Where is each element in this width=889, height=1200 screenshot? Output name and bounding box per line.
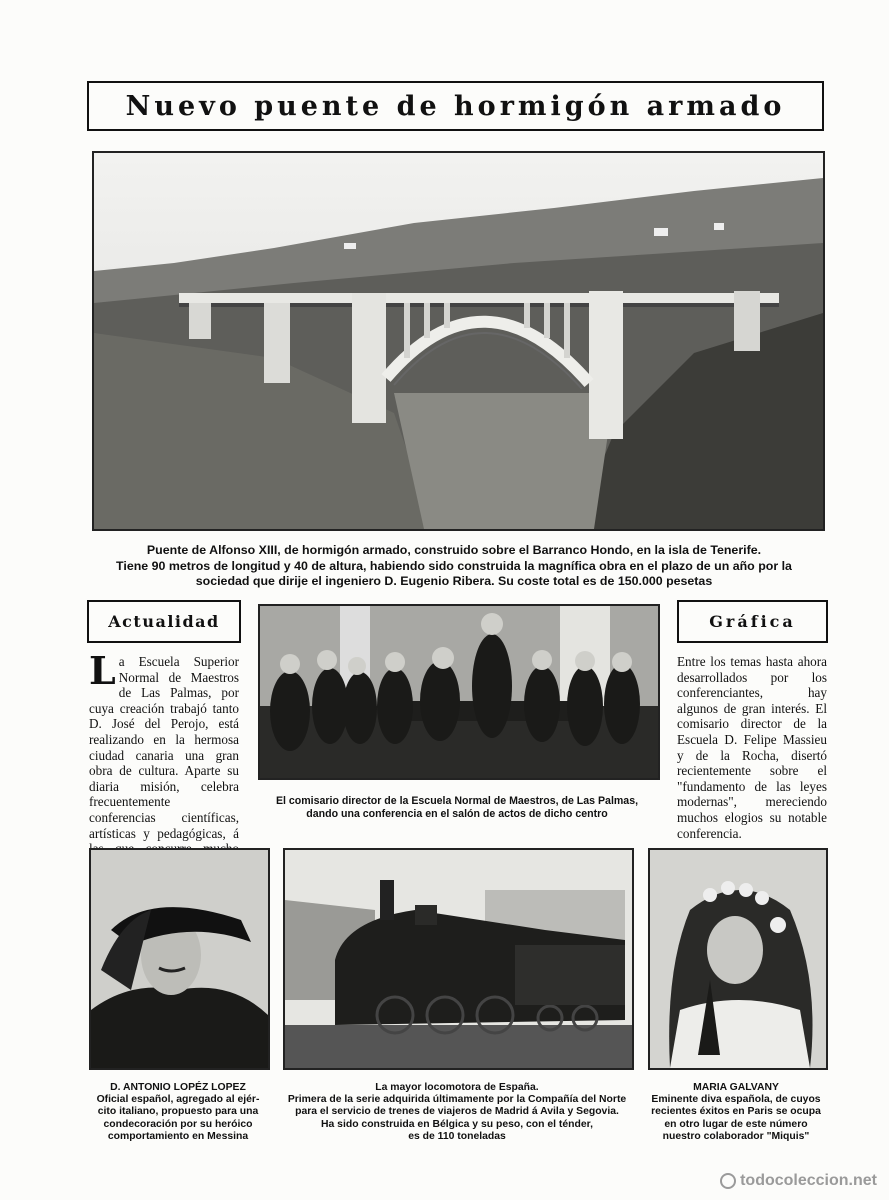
singer-caption-line-1: MARIA GALVANY [693,1082,779,1093]
locomotive-caption-line-2: Primera de la serie adquirida últimamente por la Compañía del Norte [287,1094,627,1106]
officer-caption-line-4: condecoración por su heróico [103,1118,253,1130]
left-column-text [89,648,239,872]
watermark-text: todocoleccion.net [740,1172,877,1189]
singer-caption-line-2: Eminente diva española, de cuyos [651,1094,821,1106]
officer-caption-line-1: D. ANTONIO LOPÉZ LOPEZ [110,1082,246,1093]
singer-caption [640,1082,832,1143]
locomotive-caption [272,1082,642,1143]
meeting-caption [250,795,664,820]
page-title-box [87,81,824,131]
bridge-caption-line-2: Tiene 90 metros de longitud y 40 de altura, habiendo sido construida la magnífica obra en el plazo de un año por la [116,558,792,573]
locomotive-caption-line-5: es de 110 toneladas [408,1130,506,1142]
section-heading-left [87,600,241,643]
meeting-caption-line-2: dando una conferencia en el salón de actos de dicho centro [306,807,608,820]
watermark-logo-icon [720,1173,736,1189]
singer-caption-line-3: recientes éxitos en Paris se ocupa [651,1106,821,1118]
officer-caption-line-3: cito italiano, propuesto para una [97,1106,259,1118]
watermark [720,1172,877,1190]
heading-grafica: Gráfica [709,612,796,631]
bridge-caption [80,543,828,590]
meeting-photo [258,604,660,780]
dropcap: L [89,648,116,693]
locomotive-caption-line-1: La mayor locomotora de España. [375,1082,539,1093]
section-heading-right [677,600,828,643]
officer-caption-line-5: comportamiento en Messina [107,1130,249,1142]
right-column-text [677,654,827,841]
bridge-photo [92,151,825,531]
page-title: Nuevo puente de hormigón armado [125,90,786,122]
locomotive-photo [283,848,634,1070]
left-column-body: a Escuela Superior Normal de Maestros de Las Palmas, por cuya creación trabajó tanto D. José del Perojo, está realizando en la hermosa ciudad canaria una gran obra de cultura. Aparte su diaria misión, celebra frecuentemente conferencias científicas, artísticas y pedagógicas, á [89,654,239,841]
officer-portrait [89,848,270,1070]
bridge-caption-line-3: sociedad que dirije el ingeniero D. Eugenio Ribera. Su coste total es de 150.000 pesetas [195,574,713,588]
singer-caption-line-4: en otro lugar de este número [664,1118,808,1130]
meeting-caption-line-1: El comisario director de la Escuela Normal de Maestros, de Las Palmas, [275,795,639,807]
singer-portrait [648,848,828,1070]
right-column-body: Entre los temas hasta ahora desarrollados por los conferenciantes, hay algunos de gran interés. El comisario director de la Escuela D. Felipe Massieu y de la Rocha, disertó recientemente sobre el "fundamento de las leyes modernas", mereciendo muchos elogios su notable conferencia. [677,654,827,841]
singer-caption-line-5: nuestro colaborador "Miquis" [662,1130,810,1142]
locomotive-caption-line-4: Ha sido construida en Bélgica y su peso, con el ténder, [321,1118,593,1130]
officer-caption [82,1082,274,1143]
locomotive-caption-line-3: para el servicio de trenes de viajeros de Madrid á Avila y Segovia. [295,1106,619,1118]
heading-actualidad: Actualidad [108,612,220,631]
officer-caption-line-2: Oficial español, agregado al ejér- [96,1094,260,1106]
bridge-caption-line-1: Puente de Alfonso XIII, de hormigón armado, construido sobre el Barranco Hondo, en la isla de Tenerife. [146,543,762,557]
